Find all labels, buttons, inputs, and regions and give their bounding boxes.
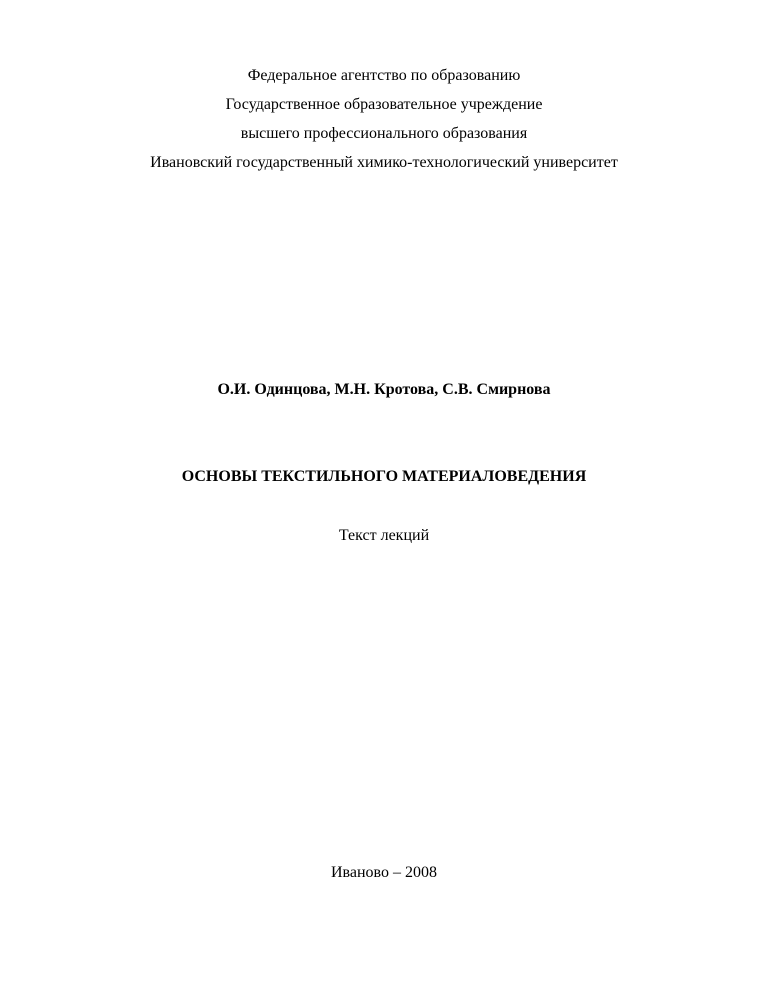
education-level-line: высшего профессионального образования <box>240 125 528 142</box>
agency-line: Федеральное агентство по образованию <box>247 67 521 84</box>
authors: О.И. Одинцова, М.Н. Кротова, С.В. Смирнова <box>217 381 551 398</box>
place-and-year: Иваново – 2008 <box>330 864 437 881</box>
document-title: ОСНОВЫ ТЕКСТИЛЬНОГО МАТЕРИАЛОВЕДЕНИЯ <box>181 468 587 485</box>
university-name-line: Ивановский государственный химико-технологический университет <box>150 154 618 171</box>
institution-type-line: Государственное образовательное учреждение <box>225 96 543 113</box>
document-subtitle: Текст лекций <box>338 527 430 544</box>
